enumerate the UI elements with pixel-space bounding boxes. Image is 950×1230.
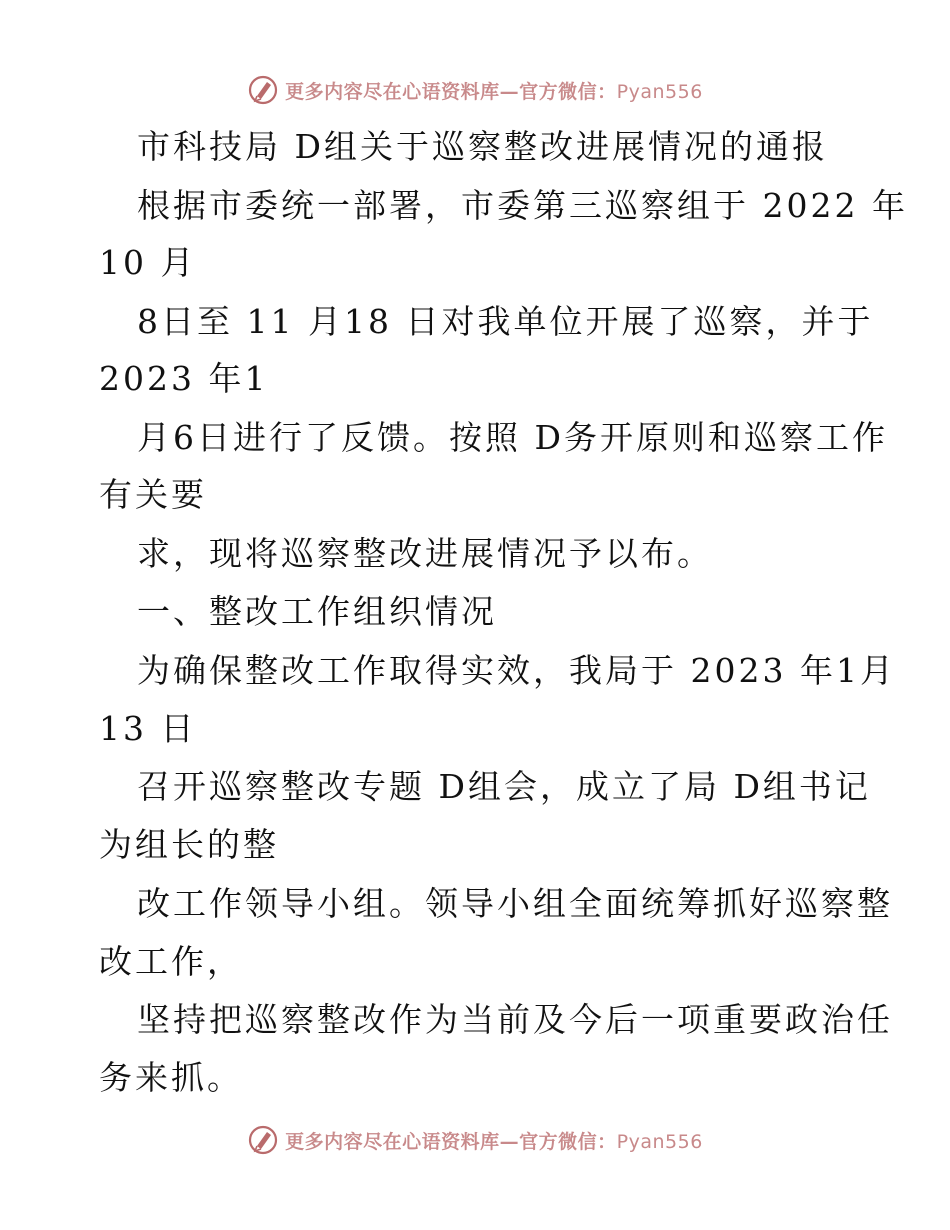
paragraph-line: 月6日进行了反馈。按照 D务开原则和巡察工作: [137, 418, 888, 457]
paragraph-line: 13 日: [99, 709, 197, 748]
paragraph-line: 有关要: [99, 475, 207, 514]
paragraph-line: 10 月: [99, 243, 197, 282]
paragraph-line: 求，现将巡察整改进展情况予以布。: [137, 534, 713, 573]
paragraph-line: 2023 年1: [99, 359, 269, 398]
paragraph-line: 根据市委统一部署，市委第三巡察组于 2022 年: [137, 186, 908, 225]
paragraph-line: 改工作，: [99, 942, 243, 981]
paragraph-line: 改工作领导小组。领导小组全面统筹抓好巡察整: [137, 884, 893, 923]
pen-logo-icon: [247, 74, 279, 106]
paragraph-line: 务来抓。: [99, 1058, 243, 1097]
paragraph-line: 坚持把巡察整改作为当前及今后一项重要政治任: [137, 1000, 893, 1039]
section-heading: 一、整改工作组织情况: [137, 592, 497, 631]
paragraph-line: 为组长的整: [99, 825, 279, 864]
paragraph-line: 8日至 11 月18 日对我单位开展了巡察，并于: [137, 302, 874, 341]
watermark-text: 更多内容尽在心语资料库—官方微信：Pyan556: [285, 1130, 703, 1153]
pen-logo-icon: [247, 1124, 279, 1156]
watermark-text: 更多内容尽在心语资料库—官方微信：Pyan556: [285, 80, 703, 103]
paragraph-line: 为确保整改工作取得实效，我局于 2023 年1月: [137, 651, 896, 690]
document-title: 市科技局 D组关于巡察整改进展情况的通报: [137, 127, 828, 166]
paragraph-line: 召开巡察整改专题 D组会，成立了局 D组书记: [137, 767, 871, 806]
footer-watermark: [0, 1120, 950, 1160]
header-watermark: [0, 70, 950, 110]
